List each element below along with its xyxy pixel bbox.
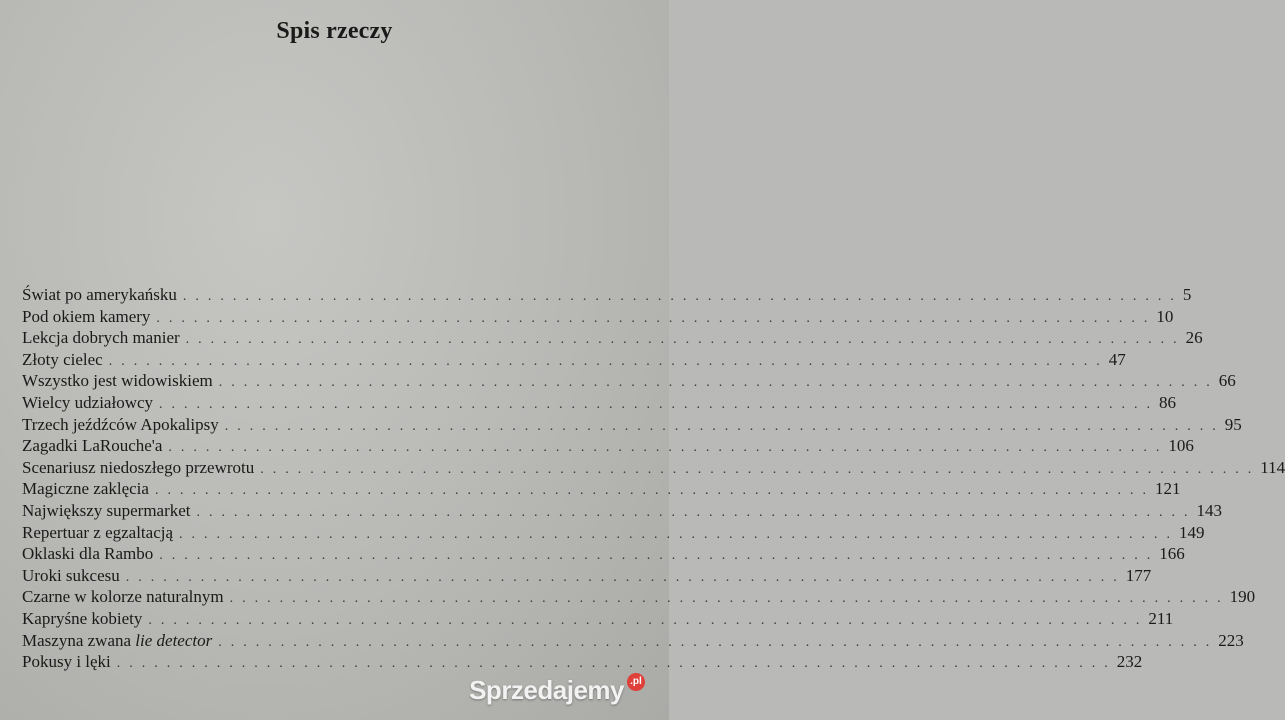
toc-entry — [22, 608, 1174, 630]
toc-entry-title-text: Pod okiem kamery — [22, 306, 151, 326]
toc-entry-page-number: 86 — [1159, 392, 1177, 412]
toc-entry-title-text: Maszyna zwana — [22, 630, 136, 650]
toc-entry-title — [22, 349, 109, 371]
toc-entry-title-text: Złoty cielec — [22, 349, 103, 369]
dot-leader: ................................................................................ — [229, 591, 1230, 607]
toc-entry-page-number: 211 — [1148, 608, 1174, 628]
toc-entry-page-number: 47 — [1108, 349, 1126, 369]
toc-entry-title — [22, 284, 183, 306]
dot-leader: ................................................................................ — [196, 504, 1197, 520]
toc-entry-title — [22, 586, 230, 608]
watermark-text: Sprzedajemy — [469, 675, 624, 705]
dot-leader: ................................................................................ — [148, 612, 1149, 628]
toc-entry-page-number: 166 — [1159, 544, 1185, 564]
toc-entry-title — [22, 651, 117, 673]
dot-leader: ................................................................................ — [159, 548, 1160, 564]
dot-leader: ................................................................................ — [154, 483, 1155, 499]
toc-entry-page-number: 121 — [1154, 479, 1181, 499]
toc-entry-title-text: Świat po amerykańsku — [22, 285, 177, 304]
toc-entry-title-text: Lekcja dobrych manier — [22, 328, 180, 348]
toc-entry-title-text: Wszystko jest widowiskiem — [22, 371, 213, 391]
dot-leader: ................................................................................ — [185, 332, 1186, 348]
toc-entry-title — [22, 414, 225, 436]
toc-entry — [22, 565, 1152, 587]
toc-entry-title — [22, 457, 260, 479]
toc-entry-page-number: 5 — [1182, 285, 1192, 304]
table-of-contents — [22, 284, 1285, 673]
toc-entry-page-number: 106 — [1168, 436, 1194, 456]
toc-entry — [22, 586, 1256, 608]
page-title: Spis rzeczy — [276, 18, 393, 44]
dot-leader: ................................................................................ — [159, 396, 1160, 412]
toc-entry-title — [22, 522, 179, 544]
toc-entry — [22, 651, 1143, 673]
toc-entry — [22, 327, 1203, 349]
toc-entry-title — [22, 306, 156, 328]
toc-entry-title-text: Magiczne zaklęcia — [22, 479, 149, 499]
toc-entry-title-text: Scenariusz niedoszłego przewrotu — [22, 457, 255, 477]
toc-entry — [22, 435, 1194, 457]
toc-entry-title-text: Repertuar z egzaltacją — [22, 522, 174, 542]
toc-entry-title-text: Zagadki LaRouche'a — [22, 436, 163, 456]
toc-entry — [22, 478, 1181, 500]
toc-entry-title — [22, 435, 168, 457]
toc-entry — [22, 306, 1174, 328]
toc-entry-title — [22, 500, 197, 522]
toc-entry-title — [22, 565, 126, 587]
toc-entry-page-number: 26 — [1185, 328, 1203, 348]
dot-leader: ................................................................................ — [116, 656, 1117, 672]
toc-entry-page-number: 232 — [1116, 652, 1143, 672]
toc-entry-title — [22, 543, 159, 565]
dot-leader: ................................................................................ — [168, 440, 1169, 456]
toc-entry — [22, 457, 1285, 479]
watermark-suffix: .pl — [627, 673, 645, 691]
dot-leader: ................................................................................ — [179, 526, 1180, 542]
dot-leader: ................................................................................ — [218, 634, 1219, 650]
toc-entry-page-number: 10 — [1156, 306, 1174, 326]
dot-leader: ................................................................................ — [224, 418, 1225, 434]
toc-entry-title-text: Kapryśne kobiety — [22, 608, 143, 628]
toc-entry-page-number: 95 — [1224, 414, 1242, 434]
toc-entry — [22, 370, 1236, 392]
watermark — [469, 675, 645, 706]
toc-entry-title-text: Trzech jeźdźców Apokalipsy — [22, 414, 219, 434]
toc-entry — [22, 543, 1185, 565]
dot-leader: ................................................................................ — [218, 375, 1219, 391]
toc-entry — [22, 414, 1242, 436]
toc-entry-page-number: 177 — [1125, 565, 1152, 585]
toc-entry-page-number: 114 — [1260, 457, 1285, 477]
toc-entry-title-text: Czarne w kolorze naturalnym — [22, 587, 224, 607]
toc-entry-title — [22, 392, 159, 414]
toc-entry-title-text: Największy supermarket — [22, 500, 191, 520]
toc-entry-title-text: Uroki sukcesu — [22, 565, 120, 585]
toc-entry-title-text: Oklaski dla Rambo — [22, 544, 154, 564]
dot-leader: ................................................................................ — [260, 461, 1261, 477]
toc-entry — [22, 522, 1205, 544]
toc-entry-title — [22, 608, 148, 630]
dot-leader: ................................................................................ — [182, 289, 1183, 304]
toc-entry-page-number: 149 — [1179, 522, 1205, 542]
toc-entry — [22, 630, 1244, 652]
dot-leader: ................................................................................ — [156, 310, 1157, 326]
toc-entry-title — [22, 370, 219, 392]
toc-entry-page-number: 143 — [1196, 500, 1223, 520]
toc-entry — [22, 349, 1126, 371]
toc-entry-page-number: 223 — [1218, 630, 1244, 650]
toc-entry-title — [22, 630, 218, 652]
toc-entry-page-number: 190 — [1229, 587, 1256, 607]
toc-entry-title-italic: lie detector — [135, 630, 213, 650]
toc-entry — [22, 500, 1223, 522]
toc-entry-title-text: Pokusy i lęki — [22, 652, 111, 672]
toc-entry — [22, 392, 1177, 414]
toc-entry-title — [22, 327, 186, 349]
toc-entry-title-text: Wielcy udziałowcy — [22, 392, 154, 412]
toc-entry-title — [22, 478, 155, 500]
toc-entry — [22, 284, 1192, 306]
dot-leader: ................................................................................ — [108, 353, 1109, 369]
dot-leader: ................................................................................ — [125, 569, 1126, 585]
toc-entry-page-number: 66 — [1218, 371, 1236, 391]
